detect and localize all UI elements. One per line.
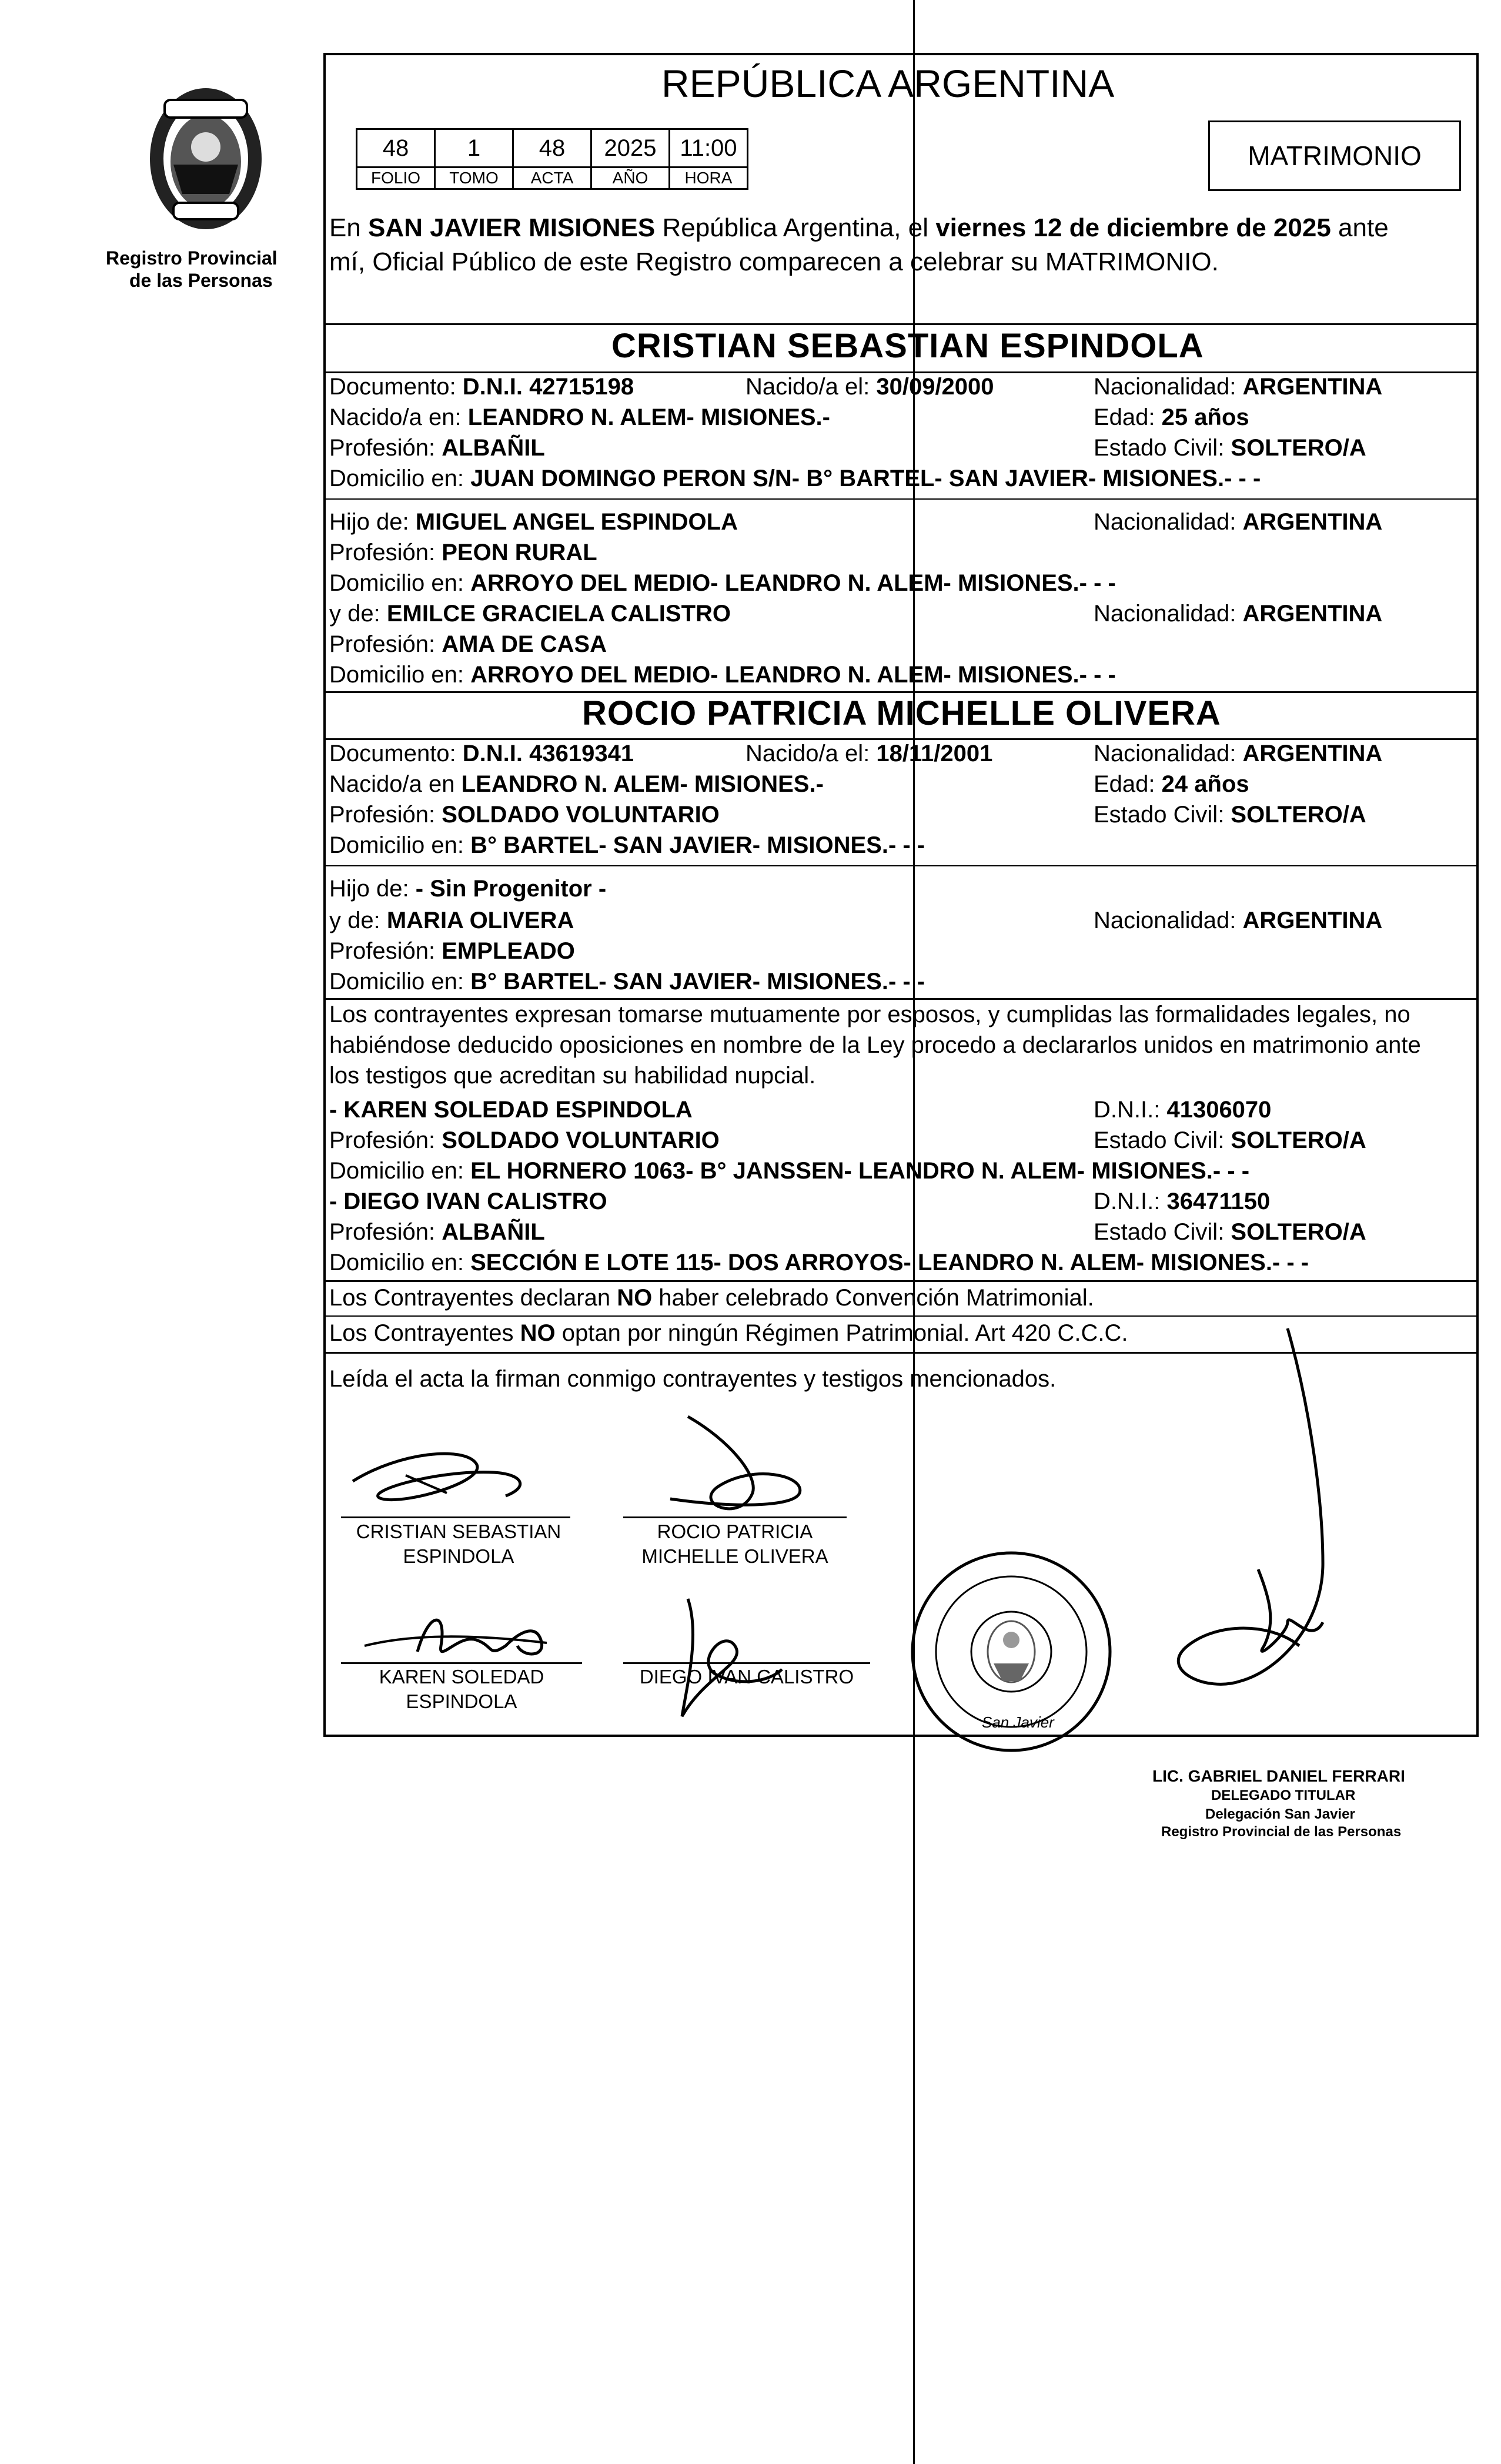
signature-line <box>623 1662 870 1664</box>
field-label: Domicilio en: <box>329 832 471 858</box>
spouse2-mother-address <box>329 966 925 997</box>
field-value: EL HORNERO 1063- B° JANSSEN- LEANDRO N. ALEM- MISIONES.- - - <box>470 1158 1250 1184</box>
field-label: Documento: <box>329 374 463 400</box>
field-label: Edad: <box>1094 404 1162 430</box>
registry-logo-line2: de las Personas <box>129 270 273 291</box>
convention-text-a: Los Contrayentes declaran <box>329 1285 617 1311</box>
field-label: Nacionalidad: <box>1094 374 1243 400</box>
spouse2-age <box>1094 769 1249 799</box>
field-value: LEANDRO N. ALEM- MISIONES.- <box>461 771 824 797</box>
field-label: Domicilio en: <box>329 969 471 995</box>
signature-label-witness1-line2: ESPINDOLA <box>406 1690 517 1712</box>
field-label: Edad: <box>1094 771 1162 797</box>
field-value: MIGUEL ANGEL ESPINDOLA <box>415 509 738 535</box>
spouse1-mother-nationality <box>1094 598 1382 629</box>
spouse1-name: CRISTIAN SEBASTIAN ESPINDOLA <box>611 327 1204 365</box>
field-label: Domicilio en: <box>329 662 471 688</box>
regime-text-b: optan por ningún Régimen Patrimonial. Art 420 C.C.C. <box>555 1320 1128 1346</box>
spouse2-mother-nationality <box>1094 905 1382 936</box>
spouse1-birth-date <box>746 371 994 402</box>
officer-name: LIC. GABRIEL DANIEL FERRARI <box>1152 1767 1405 1785</box>
tomo-value: 1 <box>435 129 513 168</box>
field-value: ARROYO DEL MEDIO- LEANDRO N. ALEM- MISIONES.- - - <box>470 662 1116 688</box>
field-label: D.N.I.: <box>1094 1189 1167 1214</box>
year-label: AÑO <box>591 168 670 189</box>
convention-no: NO <box>617 1285 653 1311</box>
acta-value: 48 <box>513 129 591 168</box>
field-label: Domicilio en: <box>329 1158 471 1184</box>
intro-line-1 <box>329 213 1389 243</box>
intro-text-a: En <box>329 213 369 242</box>
signature-spouse2 <box>623 1405 847 1528</box>
field-value: ARGENTINA <box>1242 509 1383 535</box>
signature-line <box>623 1516 847 1518</box>
field-value: SOLTERO/A <box>1231 1127 1366 1153</box>
signature-witness2 <box>635 1587 811 1728</box>
field-value: SOLTERO/A <box>1231 802 1366 828</box>
divider <box>323 323 1479 325</box>
spouse2-mother <box>329 905 574 936</box>
registry-logo-line1: Registro Provincial <box>106 247 278 269</box>
tomo-label: TOMO <box>435 168 513 189</box>
spouse2-civil-status <box>1094 799 1366 830</box>
hour-label: HORA <box>670 168 748 189</box>
spouse2-father <box>329 873 606 904</box>
officer-title: DELEGADO TITULAR <box>1211 1787 1356 1803</box>
regime-no: NO <box>520 1320 556 1346</box>
divider <box>323 1280 1479 1282</box>
field-label: Domicilio en: <box>329 466 471 491</box>
intro-text-c: ante <box>1330 213 1389 242</box>
field-label: Nacido/a el: <box>746 374 877 400</box>
field-value: ALBAÑIL <box>442 435 545 461</box>
spouse1-father-nationality <box>1094 507 1382 537</box>
field-label: Hijo de: <box>329 509 416 535</box>
spouse1-father-address <box>329 568 1116 598</box>
divider <box>323 691 1479 693</box>
field-value: PEON RURAL <box>442 540 597 565</box>
field-value: EMPLEADO <box>442 938 575 964</box>
spouse2-nationality <box>1094 738 1382 769</box>
field-value: ARROYO DEL MEDIO- LEANDRO N. ALEM- MISIONES.- - - <box>470 570 1116 596</box>
regime-text-a: Los Contrayentes <box>329 1320 520 1346</box>
field-label: Profesión: <box>329 631 442 657</box>
folio-value: 48 <box>357 129 435 168</box>
field-value: MARIA OLIVERA <box>386 908 574 933</box>
act-number-table <box>356 128 748 190</box>
field-value: 18/11/2001 <box>876 741 993 766</box>
field-label: Estado Civil: <box>1094 1219 1231 1245</box>
officer-org: Registro Provincial de las Personas <box>1161 1824 1402 1840</box>
field-value: D.N.I. 42715198 <box>462 374 634 400</box>
spouse1-father <box>329 507 738 537</box>
field-label: Profesión: <box>329 1219 442 1245</box>
signature-label-spouse1-line1: CRISTIAN SEBASTIAN <box>356 1521 561 1542</box>
spouse1-father-profession <box>329 537 597 568</box>
field-value: D.N.I. 43619341 <box>462 741 634 766</box>
field-label: Estado Civil: <box>1094 1127 1231 1153</box>
witness1-address <box>329 1156 1249 1186</box>
field-label: y de: <box>329 908 387 933</box>
field-value: - Sin Progenitor - <box>415 876 607 902</box>
field-value: ARGENTINA <box>1242 601 1383 627</box>
folio-label: FOLIO <box>357 168 435 189</box>
year-value: 2025 <box>591 129 670 168</box>
spouse1-birth-place <box>329 402 830 433</box>
field-value: JUAN DOMINGO PERON S/N- B° BARTEL- SAN JAVIER- MISIONES.- - - <box>470 466 1261 491</box>
field-label: y de: <box>329 601 387 627</box>
acta-label: ACTA <box>513 168 591 189</box>
signature-spouse1 <box>329 1440 576 1522</box>
field-label: Nacido/a el: <box>746 741 877 766</box>
signature-label-witness2: DIEGO IVAN CALISTRO <box>639 1666 854 1688</box>
spouse1-nationality <box>1094 371 1382 402</box>
spouse2-mother-profession <box>329 936 575 966</box>
witness1-civil-status <box>1094 1125 1366 1156</box>
witness2-civil-status <box>1094 1217 1366 1247</box>
spouse1-document <box>329 371 634 402</box>
intro-text-b: República Argentina, el <box>655 213 936 242</box>
officer-office: Delegación San Javier <box>1205 1806 1355 1822</box>
field-value: 36471150 <box>1166 1189 1271 1214</box>
witness2-address <box>329 1247 1309 1278</box>
spouse2-address <box>329 830 925 861</box>
field-label: Documento: <box>329 741 463 766</box>
divider <box>323 865 1479 866</box>
field-label: Profesión: <box>329 802 442 828</box>
field-value: SOLTERO/A <box>1231 435 1366 461</box>
read-line: Leída el acta la firman conmigo contrayentes y testigos mencionados. <box>329 1366 1057 1392</box>
field-value: 24 años <box>1161 771 1249 797</box>
declaration-line-3: los testigos que acreditan su habilidad nupcial. <box>329 1063 816 1089</box>
field-value: LEANDRO N. ALEM- MISIONES.- <box>467 404 830 430</box>
spouse1-mother-address <box>329 659 1116 690</box>
registry-logo <box>129 76 282 247</box>
signature-label-spouse2-line2: MICHELLE OLIVERA <box>641 1545 828 1567</box>
signature-label-spouse1-line2: ESPINDOLA <box>403 1545 514 1567</box>
field-value: B° BARTEL- SAN JAVIER- MISIONES.- - - <box>470 969 925 995</box>
field-label: Domicilio en: <box>329 1250 471 1275</box>
witness1-name: - KAREN SOLEDAD ESPINDOLA <box>329 1097 693 1123</box>
declaration-line-1: Los contrayentes expresan tomarse mutuamente por esposos, y cumplidas las formalidades legales, no <box>329 1002 1410 1027</box>
field-label: Nacionalidad: <box>1094 601 1243 627</box>
field-value: 41306070 <box>1166 1097 1272 1123</box>
field-value: ARGENTINA <box>1242 741 1383 766</box>
witness2-dni <box>1094 1186 1270 1217</box>
spouse2-profession <box>329 799 720 830</box>
hour-value: 11:00 <box>670 129 748 168</box>
spouse1-age <box>1094 402 1249 433</box>
field-value: 30/09/2000 <box>876 374 994 400</box>
field-value: AMA DE CASA <box>442 631 607 657</box>
document-title: REPÚBLICA ARGENTINA <box>661 62 1115 105</box>
field-label: Nacido/a en: <box>329 404 468 430</box>
spouse1-profession <box>329 433 545 463</box>
field-value: SOLDADO VOLUNTARIO <box>442 1127 720 1153</box>
convention-text-b: haber celebrado Convención Matrimonial. <box>652 1285 1094 1311</box>
field-label: Profesión: <box>329 435 442 461</box>
spouse1-address <box>329 463 1261 494</box>
spouse2-name: ROCIO PATRICIA MICHELLE OLIVERA <box>582 694 1221 732</box>
declaration-line-2: habiéndose deducido oposiciones en nombre de la Ley procedo a declararlos unidos en matrimonio ante <box>329 1032 1421 1058</box>
field-label: Nacionalidad: <box>1094 741 1243 766</box>
seal-bottom-text: San Javier <box>982 1713 1054 1731</box>
field-value: ARGENTINA <box>1242 908 1383 933</box>
seal-inner-text <box>905 1755 906 1756</box>
field-value: EMILCE GRACIELA CALISTRO <box>386 601 731 627</box>
witness2-name: - DIEGO IVAN CALISTRO <box>329 1189 607 1214</box>
witness1-profession <box>329 1125 720 1156</box>
signature-label-spouse2-line1: ROCIO PATRICIA <box>657 1521 813 1542</box>
province-shield-icon <box>129 76 282 247</box>
intro-line-2: mí, Oficial Público de este Registro comparecen a celebrar su MATRIMONIO. <box>329 247 1219 276</box>
field-label: Nacionalidad: <box>1094 509 1243 535</box>
field-value: B° BARTEL- SAN JAVIER- MISIONES.- - - <box>470 832 925 858</box>
divider <box>323 498 1479 500</box>
field-label: Estado Civil: <box>1094 802 1231 828</box>
field-label: D.N.I.: <box>1094 1097 1167 1123</box>
signature-label-witness1-line1: KAREN SOLEDAD <box>379 1666 544 1688</box>
signature-officer <box>1135 1317 1417 1716</box>
field-label: Nacido/a en <box>329 771 462 797</box>
spouse2-birth-place <box>329 769 824 799</box>
witness1-dni <box>1094 1094 1271 1125</box>
field-label: Profesión: <box>329 938 442 964</box>
act-type-box: MATRIMONIO <box>1208 120 1461 191</box>
field-value: SOLDADO VOLUNTARIO <box>442 802 720 828</box>
field-value: 25 años <box>1161 404 1249 430</box>
field-label: Hijo de: <box>329 876 416 902</box>
spouse1-mother-profession <box>329 629 607 659</box>
field-label: Estado Civil: <box>1094 435 1231 461</box>
regime-line <box>329 1318 1128 1348</box>
spouse1-mother <box>329 598 731 629</box>
field-value: SOLTERO/A <box>1231 1219 1366 1245</box>
spouse2-document <box>329 738 634 769</box>
intro-place: SAN JAVIER MISIONES <box>368 213 656 242</box>
field-value: SECCIÓN E LOTE 115- DOS ARROYOS- LEANDRO N. ALEM- MISIONES.- - - <box>470 1250 1309 1275</box>
field-label: Profesión: <box>329 540 442 565</box>
convention-line <box>329 1283 1094 1313</box>
signature-line <box>341 1516 570 1518</box>
field-label: Domicilio en: <box>329 570 471 596</box>
witness2-profession <box>329 1217 545 1247</box>
spouse2-birth-date <box>746 738 992 769</box>
spouse1-civil-status <box>1094 433 1366 463</box>
intro-date: viernes 12 de diciembre de 2025 <box>935 213 1331 242</box>
field-label: Profesión: <box>329 1127 442 1153</box>
field-value: ALBAÑIL <box>442 1219 545 1245</box>
signature-line <box>341 1662 582 1664</box>
field-value: ARGENTINA <box>1242 374 1383 400</box>
field-label: Nacionalidad: <box>1094 908 1243 933</box>
